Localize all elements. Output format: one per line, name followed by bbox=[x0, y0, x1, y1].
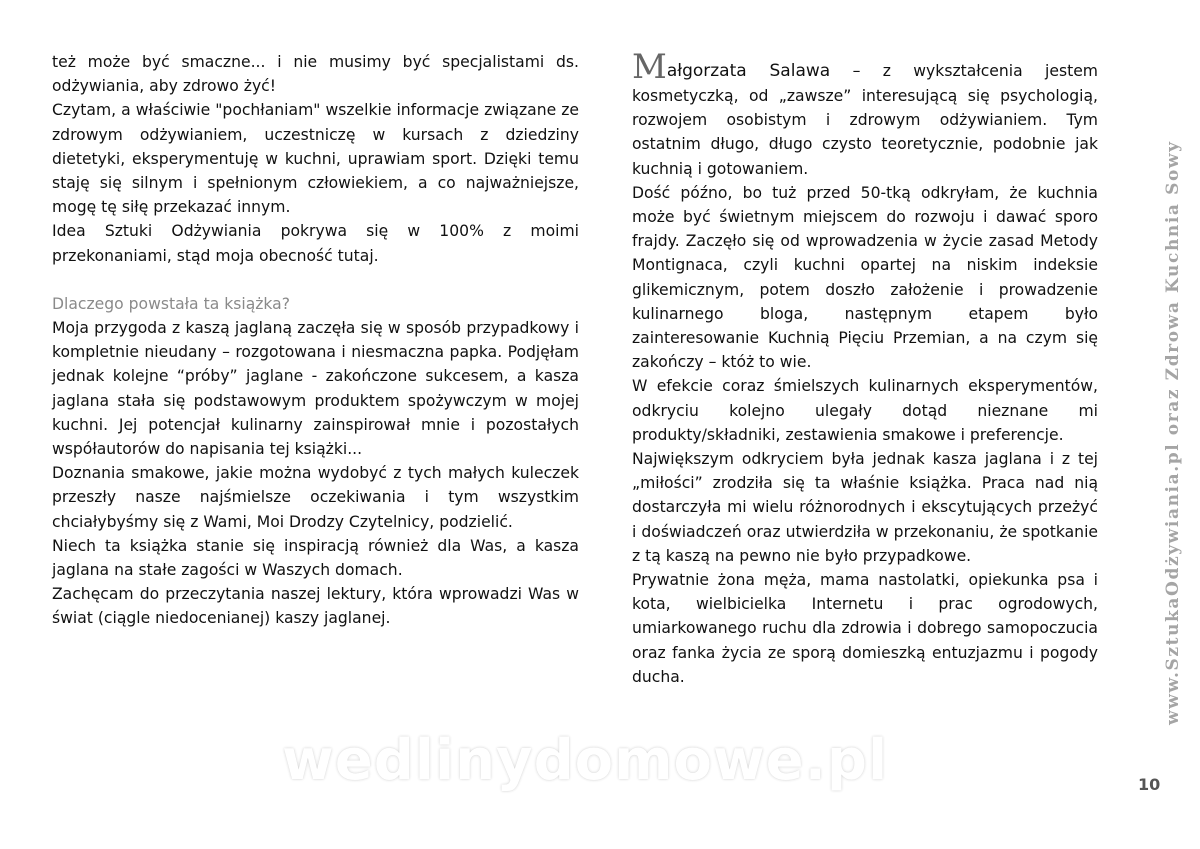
author-name: ałgorzata Salawa bbox=[666, 61, 831, 81]
paragraph: W efekcie coraz śmielszych kulinarnych eksperymentów, odkryciu kolejno ulegały dotąd nieznane mi produkty/składniki, zestawienia smakowe i preferencje. bbox=[632, 377, 1098, 444]
author-intro-text: – z wykształcenia jestem kosmetyczką, od „zawsze” interesującą się psychologią, rozwojem osobistym i zdrowym odżywianiem. Tym ostatnim długo, długo czysto teoretycznie, podobnie jak kuchnią i gotowaniem. bbox=[632, 62, 1098, 178]
side-website-text: www.SztukaOdżywiania.pl oraz Zdrowa Kuchnia Sowy bbox=[1163, 140, 1183, 725]
paragraph: też może być smaczne... i nie musimy być specjalistami ds. odżywiania, aby zdrowo żyć! bbox=[52, 53, 579, 96]
paragraph: Moja przygoda z kaszą jaglaną zaczęła się w sposób przypadkowy i kompletnie nieudany – rozgotowana i niesmaczna papka. Podjęłam jednak kolejne “próby” jaglane - zakończone sukcesem, a kasza jaglana stała się podstawowym produktem spożywczym w mojej kuchni. Jej potencjał kulinarny zainspirował mnie i pozostałych współautorów do napisania tej książki... bbox=[52, 319, 579, 459]
page-number: 10 bbox=[1138, 775, 1161, 794]
paragraph: Dość późno, bo tuż przed 50-tką odkryłam, że kuchnia może być świetnym miejscem do rozwoju i dawać sporo frajdy. Zaczęło się od wprowadzenia w życie zasad Metody Montignaca, czyli kuchni opartej na niskim indeksie glikemicznym, potem doszło założenie i prowadzenie kulinarnego bloga, następnym etapem było zainteresowanie Kuchnią Pięciu Przemian, a na czym się zakończy – któż to wie. bbox=[632, 183, 1098, 372]
paragraph: Prywatnie żona męża, mama nastolatki, opiekunka psa i kota, wielbicielka Internetu i prac ogrodowych, umiarkowanego ruchu dla zdrowia i dobrego samopoczucia oraz fanka życia ze sporą domieszką entuzjazmu i pogody ducha. bbox=[632, 571, 1098, 686]
drop-cap: M bbox=[632, 47, 667, 87]
author-intro bbox=[632, 47, 1098, 181]
left-column bbox=[52, 50, 579, 631]
paragraph: Największym odkryciem była jednak kasza jaglana i z tej „miłości” zrodziła się ta właśnie książka. Praca nad nią dostarczyła mi wielu różnorodnych i ekscytujących przeżyć i doświadczeń oraz utwierdziła w przekonaniu, że spotkanie z tą kaszą na pewno nie było przypadkowe. bbox=[632, 450, 1098, 565]
paragraph: Idea Sztuki Odżywiania pokrywa się w 100% z moimi przekonaniami, stąd moja obecność tutaj. bbox=[52, 222, 579, 265]
watermark: wedlinydomowe.pl bbox=[282, 728, 889, 793]
paragraph: Doznania smakowe, jakie można wydobyć z tych małych kuleczek przeszły nasze najśmielsze oczekiwania i tym wszystkim chciałybyśmy się z Wami, Moi Drodzy Czytelnicy, podzielić. bbox=[52, 464, 579, 531]
paragraph: Niech ta książka stanie się inspiracją również dla Was, a kasza jaglana na stałe zagości w Waszych domach. bbox=[52, 536, 579, 580]
paragraph: Zachęcam do przeczytania naszej lektury, która wprowadzi Was w świat (ciągle niedocenianej) kaszy jaglanej. bbox=[52, 585, 579, 628]
paragraph: Czytam, a właściwie "pochłaniam" wszelkie informacje związane ze zdrowym odżywianiem, uczestniczę w kursach z dziedziny dietetyki, eksperymentuję w kuchni, uprawiam sport. Dzięki temu staję się silnym i spełnionym człowiekiem, a co najważniejsze, mogę tę siłę przekazać innym. bbox=[52, 101, 579, 217]
right-column bbox=[632, 47, 1098, 689]
section-heading: Dlaczego powstała ta książka? bbox=[52, 294, 291, 313]
